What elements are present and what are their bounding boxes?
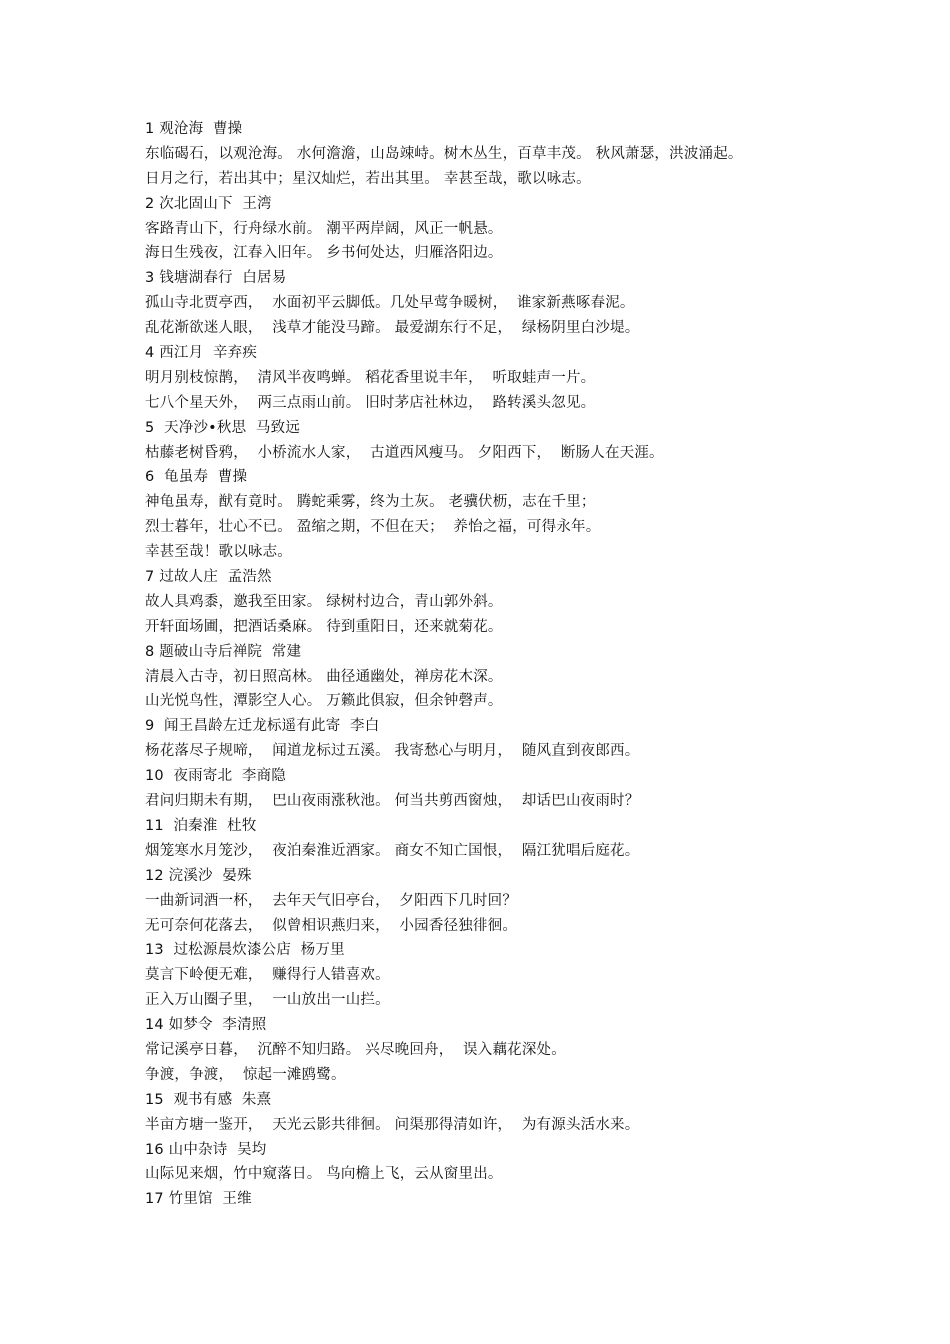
text-line: 15 观书有感 朱熹 [145, 1091, 272, 1108]
text-line: 杨花落尽子规啼， 闻道龙标过五溪。 我寄愁心与明月， 随风直到夜郎西。 [145, 743, 640, 760]
text-line: 开轩面场圃，把酒话桑麻。 待到重阳日，还来就菊花。 [145, 618, 503, 635]
text-line: 故人具鸡黍，邀我至田家。 绿树村边合，青山郭外斜。 [145, 593, 503, 610]
text-line: 正入万山圈子里， 一山放出一山拦。 [145, 992, 390, 1009]
text-line: 3 钱塘湖春行 白居易 [145, 270, 287, 287]
text-line: 12 浣溪沙 晏殊 [145, 867, 252, 884]
text-line: 神龟虽寿，猷有竟时。 腾蛇乘雾，终为土灰。 老骥伏枥，志在千里； [145, 494, 596, 511]
text-line: 争渡，争渡， 惊起一滩鸥鹭。 [145, 1066, 346, 1083]
text-line: 清晨入古寺，初日照高林。 曲径通幽处，禅房花木深。 [145, 668, 503, 685]
text-line: 10 夜雨寄北 李商隐 [145, 768, 286, 785]
text-line: 烟笼寒水月笼沙， 夜泊秦淮近酒家。 商女不知亡国恨， 隔江犹唱后庭花。 [145, 842, 640, 859]
text-line: 4 西江月 辛弃疾 [145, 345, 258, 362]
text-line: 海日生残夜，江春入旧年。 乡书何处达，归雁洛阳边。 [145, 245, 503, 262]
text-line: 8 题破山寺后禅院 常建 [145, 643, 302, 660]
text-line: 明月别枝惊鹊， 清风半夜鸣蝉。 稻花香里说丰年， 听取蛙声一片。 [145, 369, 596, 386]
text-line: 13 过松源晨炊漆公店 杨万里 [145, 942, 345, 959]
text-line: 11 泊秦淮 杜牧 [145, 817, 257, 834]
text-line: 日月之行，若出其中；星汉灿烂，若出其里。 幸甚至哉，歌以咏志。 [145, 170, 591, 187]
text-line: 常记溪亭日暮， 沉醉不知归路。 兴尽晚回舟， 误入藕花深处。 [145, 1041, 566, 1058]
text-line: 山际见来烟，竹中窥落日。 鸟向檐上飞，云从窗里出。 [145, 1166, 503, 1183]
text-line: 1 观沧海 曹操 [145, 121, 243, 137]
text-line: 东临碣石，以观沧海。 水何澹澹，山岛竦峙。树木丛生，百草丰茂。 秋风萧瑟，洪波涌起。 [145, 145, 743, 162]
text-line: 9 闻王昌龄左迁龙标遥有此寄 李白 [145, 718, 380, 735]
text-line: 君问归期未有期， 巴山夜雨涨秋池。 何当共剪西窗烛， 却话巴山夜雨时？ [145, 793, 640, 810]
text-line: 幸甚至哉！歌以咏志。 [145, 544, 292, 561]
text-line: 客路青山下，行舟绿水前。 潮平两岸阔，风正一帆悬。 [145, 220, 503, 237]
text-line: 枯藤老树昏鸦， 小桥流水人家， 古道西风瘦马。 夕阳西下， 断肠人在天涯。 [145, 444, 664, 461]
text-line: 莫言下岭便无难， 赚得行人错喜欢。 [145, 967, 390, 984]
document-body [145, 117, 845, 1212]
text-line: 14 如梦令 李清照 [145, 1017, 267, 1034]
text-line: 2 次北固山下 王湾 [145, 195, 272, 212]
text-line: 半亩方塘一鉴开， 天光云影共徘徊。 问渠那得清如许， 为有源头活水来。 [145, 1116, 640, 1133]
text-line: 无可奈何花落去， 似曾相识燕归来， 小园香径独徘徊。 [145, 917, 518, 934]
text-line: 一曲新词酒一杯， 去年天气旧亭台， 夕阳西下几时回？ [145, 892, 518, 909]
text-line: 乱花渐欲迷人眼， 浅草才能没马蹄。 最爱湖东行不足， 绿杨阴里白沙堤。 [145, 320, 640, 337]
text-line: 17 竹里馆 王维 [145, 1191, 252, 1208]
text-line: 山光悦鸟性，潭影空人心。 万籁此俱寂，但余钟磬声。 [145, 693, 503, 710]
text-line: 孤山寺北贾亭西， 水面初平云脚低。几处早莺争暖树， 谁家新燕啄春泥。 [145, 295, 635, 312]
text-line: 6 龟虽寿 曹操 [145, 469, 248, 486]
text-line: 16 山中杂诗 吴均 [145, 1141, 267, 1158]
text-line: 5 天净沙•秋思 马致远 [145, 419, 301, 436]
text-line: 七八个星天外， 两三点雨山前。 旧时茅店社林边， 路转溪头忽见。 [145, 394, 596, 411]
text-line: 烈士暮年，壮心不已。 盈缩之期，不但在天； 养怡之福，可得永年。 [145, 519, 601, 536]
text-line: 7 过故人庄 孟浩然 [145, 569, 272, 586]
